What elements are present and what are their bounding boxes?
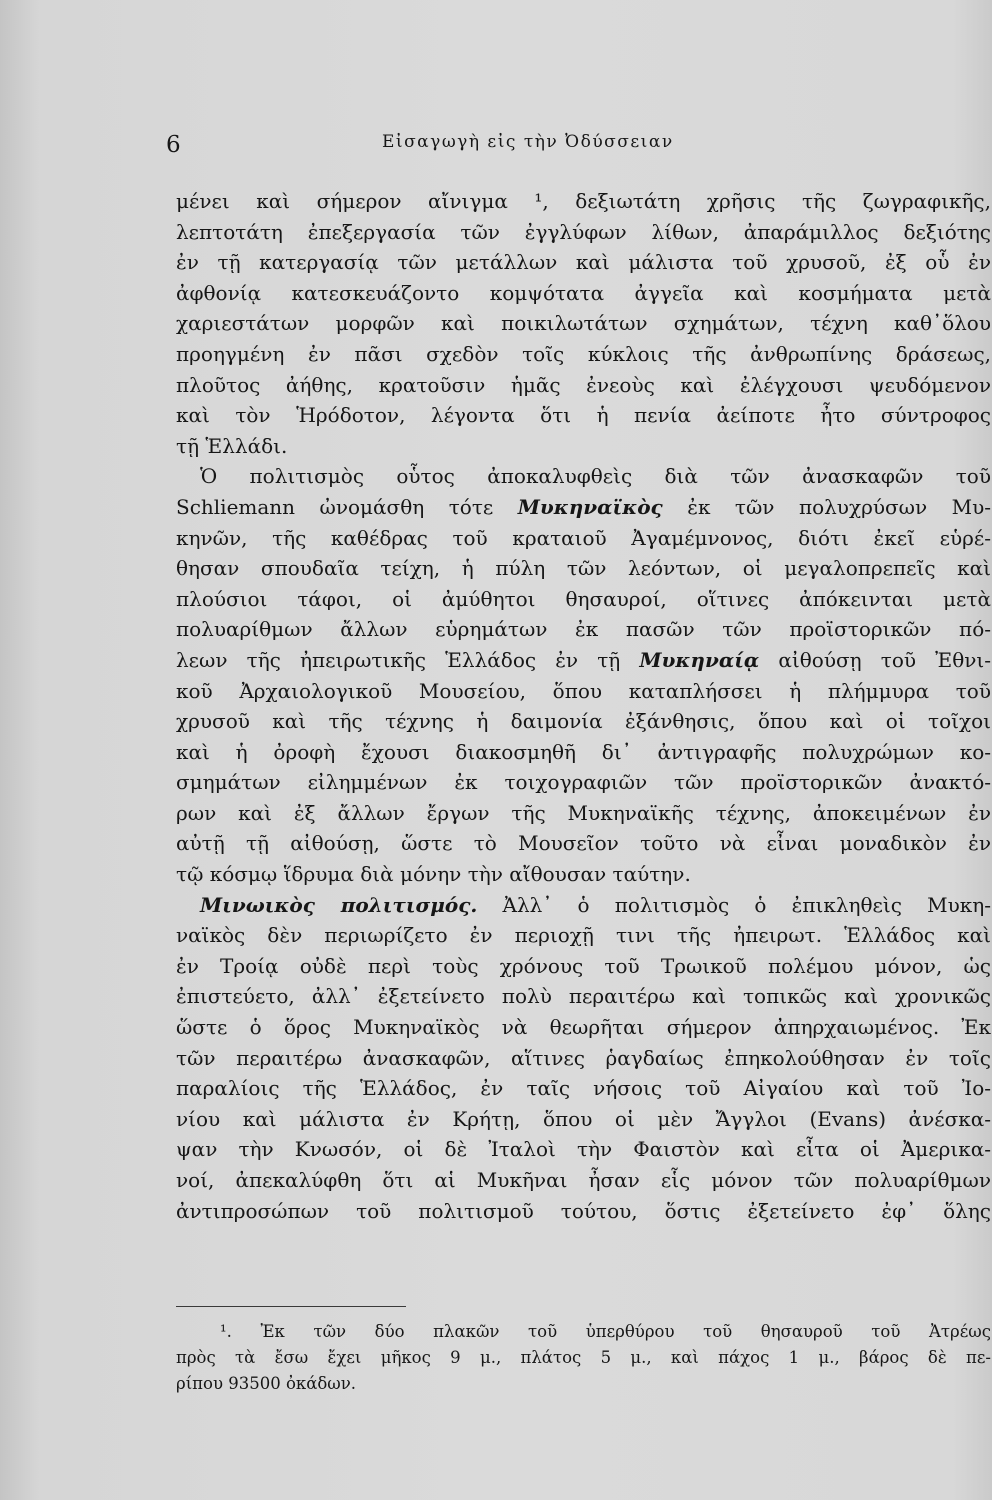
text-line: χαριεστάτων μορφῶν καὶ ποικιλωτάτων σχημάτων, τέχνη καθ᾽ὅλου — [176, 311, 991, 336]
running-header — [0, 128, 992, 168]
emphasis-term: Μυκηναϊκὸς — [517, 494, 663, 519]
text-line: χρυσοῦ καὶ τῆς τέχνης ἡ δαιμονία ἐξάνθησις, ὅπου καὶ οἱ τοῖχοι — [176, 709, 991, 734]
text-run: Ἀλλ᾽ ὁ πολιτισμὸς ὁ ἐπικληθεὶς Μυκη- — [477, 892, 991, 917]
text-line: πλούσιοι τάφοι, οἱ ἀμύθητοι θησαυροί, οἵτινες ἀπόκεινται μετὰ — [176, 586, 991, 611]
footnote-line: ¹. Ἐκ τῶν δύο πλακῶν τοῦ ὑπερθύρου τοῦ θησαυροῦ τοῦ Ἀτρέως — [220, 1322, 991, 1341]
text-line: νοί, ἀπεκαλύφθη ὅτι αἱ Μυκῆναι ἦσαν εἷς μόνον τῶν πολυαρίθμων — [176, 1168, 991, 1192]
text-line: Ὁ πολιτισμὸς οὗτος ἀποκαλυφθεὶς διὰ τῶν ἀνασκαφῶν τοῦ — [200, 464, 991, 489]
text-line: ψαν τὴν Κνωσόν, οἱ δὲ Ἰταλοὶ τὴν Φαιστὸν καὶ εἶτα οἱ Ἀμερικα- — [176, 1137, 991, 1162]
footnote-line: πρὸς τὰ ἔσω ἔχει μῆκος 9 μ., πλάτος 5 μ., καὶ πάχος 1 μ., βάρος δὲ πε- — [176, 1348, 991, 1367]
text-line: νίου καὶ μάλιστα ἐν Κρήτῃ, ὅπου οἱ μὲν Ἄγγλοι (Evans) ἀνέσκα- — [176, 1106, 991, 1131]
text-line — [176, 890, 991, 921]
page-number: 6 — [166, 132, 181, 158]
text-run: λεων τῆς ἠπειρωτικῆς Ἑλλάδος ἐν τῇ — [176, 647, 640, 672]
text-line: πλοῦτος ἀήθης, κρατοῦσιν ἡμᾶς ἐνεοὺς καὶ ἐλέγχουσι ψευδόμενον — [176, 372, 991, 397]
text-line: τῇ Ἑλλάδι. — [176, 433, 288, 458]
text-line: ὥστε ὁ ὅρος Μυκηναϊκὸς νὰ θεωρῆται σήμερον ἀπηρχαιωμένος. Ἐκ — [176, 1015, 991, 1040]
text-line: ρων καὶ ἐξ ἄλλων ἔργων τῆς Μυκηναϊκῆς τέχνης, ἀποκειμένων ἐν — [176, 800, 991, 825]
text-run: ἐκ τῶν πολυχρύσων Μυ- — [662, 494, 991, 519]
text-line — [176, 492, 991, 523]
text-line: καὶ τὸν Ἡρόδοτον, λέγοντα ὅτι ἡ πενία ἀείποτε ἦτο σύντροφος — [176, 403, 991, 428]
text-line: ἀντιπροσώπων τοῦ πολιτισμοῦ τούτου, ὅστις ἐξετείνετο ἐφ᾽ ὅλης — [176, 1198, 991, 1223]
text-line: θησαν σπουδαῖα τείχη, ἡ πύλη τῶν λεόντων, οἱ μεγαλοπρεπεῖς καὶ — [176, 556, 991, 581]
text-line: ναϊκὸς δὲν περιωρίζετο ἐν περιοχῇ τινι τῆς ἠπειρωτ. Ἑλλάδος καὶ — [176, 923, 991, 948]
text-line: τῷ κόσμῳ ἵδρυμα διὰ μόνην τὴν αἴθουσαν ταύτην. — [176, 862, 691, 887]
text-line: ἐν τῇ κατεργασίᾳ τῶν μετάλλων καὶ μάλιστα τοῦ χρυσοῦ, ἐξ οὗ ἐν — [176, 250, 991, 275]
running-title: Εἰσαγωγὴ εἰς τὴν Ὀδύσσειαν — [382, 132, 674, 152]
text-line: τῶν περαιτέρω ἀνασκαφῶν, αἵτινες ῥαγδαίως ἐπηκολούθησαν ἐν τοῖς — [176, 1045, 991, 1070]
main-text — [176, 186, 991, 1226]
text-line: ἀφθονίᾳ κατεσκευάζοντο κομψότατα ἀγγεῖα καὶ κοσμήματα μετὰ — [176, 280, 991, 305]
text-line: κηνῶν, τῆς καθέδρας τοῦ κραταιοῦ Ἀγαμέμνονος, διότι ἐκεῖ εὑρέ- — [176, 525, 991, 550]
text-line: ἐπιστεύετο, ἀλλ᾽ ἐξετείνετο πολὺ περαιτέρω καὶ τοπικῶς καὶ χρονικῶς — [176, 984, 991, 1009]
text-run: αἰθούσῃ τοῦ Ἐθνι- — [759, 647, 991, 672]
footnote-line: ρίπου 93500 ὀκάδων. — [176, 1374, 357, 1393]
text-line: μένει καὶ σήμερον αἴνιγμα ¹, δεξιωτάτη χρῆσις τῆς ζωγραφικῆς, — [176, 189, 991, 213]
footnote — [176, 1319, 991, 1397]
text-line: κοῦ Ἀρχαιολογικοῦ Μουσείου, ὅπου καταπλήσσει ἡ πλήμμυρα τοῦ — [176, 678, 991, 703]
section-heading: Μινωικὸς πολιτισμός. — [200, 892, 478, 917]
footnote-divider — [176, 1306, 406, 1307]
text-line: ἐν Τροίᾳ οὐδὲ περὶ τοὺς χρόνους τοῦ Τρωικοῦ πολέμου μόνον, ὡς — [176, 953, 991, 978]
text-line: παραλίοις τῆς Ἑλλάδος, ἐν ταῖς νήσοις τοῦ Αἰγαίου καὶ τοῦ Ἰο- — [176, 1076, 991, 1101]
text-line: καὶ ἡ ὀροφὴ ἔχουσι διακοσμηθῆ δι᾽ ἀντιγραφῆς πολυχρώμων κο- — [176, 739, 991, 764]
emphasis-term: Μυκηναίᾳ — [639, 647, 760, 672]
text-line: αὐτῇ τῇ αἰθούσῃ, ὥστε τὸ Μουσεῖον τοῦτο νὰ εἶναι μοναδικὸν ἐν — [176, 831, 991, 856]
text-line: λεπτοτάτη ἐπεξεργασία τῶν ἐγγλύφων λίθων, ἀπαράμιλλος δεξιότης — [176, 219, 991, 244]
text-run: Schliemann ὠνομάσθη τότε — [176, 494, 518, 519]
text-line: προηγμένη ἐν πᾶσι σχεδὸν τοῖς κύκλοις τῆς ἀνθρωπίνης δράσεως, — [176, 341, 991, 366]
text-line — [176, 645, 991, 676]
text-line: πολυαρίθμων ἄλλων εὑρημάτων ἐκ πασῶν τῶν προϊστορικῶν πό- — [176, 617, 991, 642]
text-line: σμημάτων εἰλημμένων ἐκ τοιχογραφιῶν τῶν προϊστορικῶν ἀνακτό- — [176, 770, 991, 795]
